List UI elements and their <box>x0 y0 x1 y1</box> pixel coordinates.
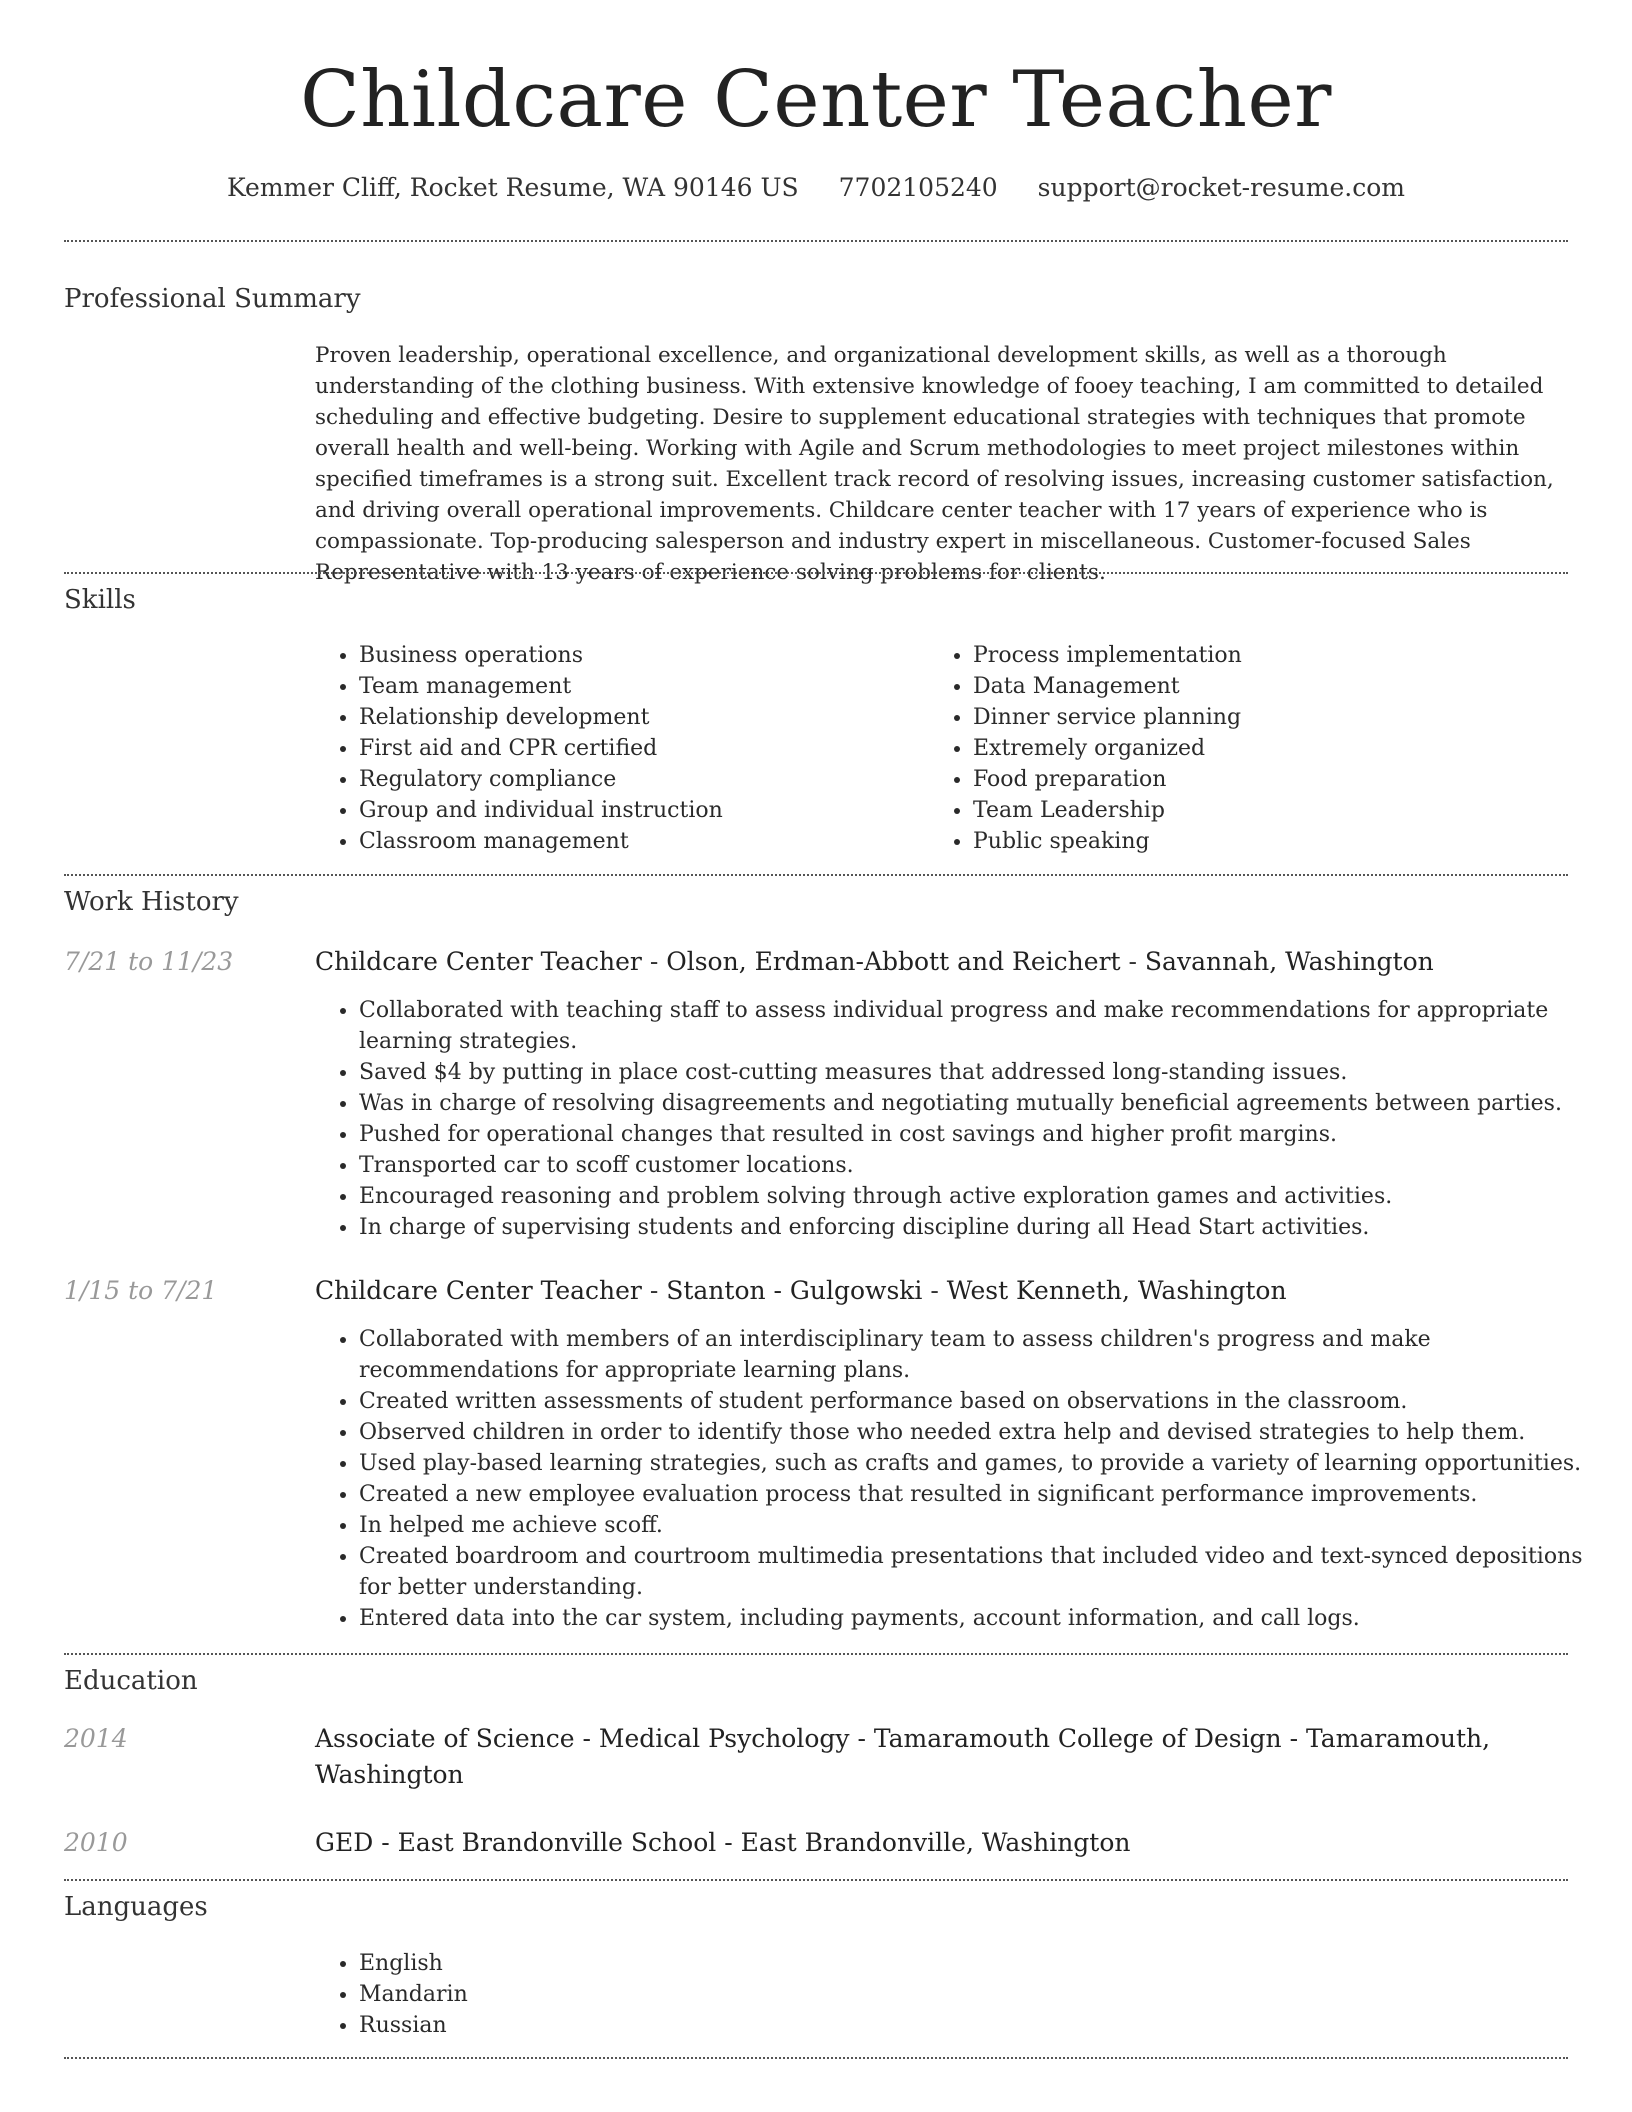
job-location: West Kenneth, Washington <box>946 1276 1287 1305</box>
work-heading: Work History <box>64 887 239 917</box>
resume-title: Childcare Center Teacher <box>300 55 1332 145</box>
skills-list-left <box>315 640 919 857</box>
summary-heading: Professional Summary <box>64 284 361 314</box>
skill-item: • Food preparation <box>973 764 1533 795</box>
job-bullet: • Entered data into the car system, including payments, account information, and call logs. <box>359 1603 1614 1634</box>
separator: - <box>922 1276 947 1305</box>
education-entry: GED - East Brandonville School - East Brandonville, Washington <box>315 1828 1131 1857</box>
job-bullet: • Collaborated with teaching staff to assess individual progress and make recommendations for appropriate learning strategies. <box>359 995 1614 1057</box>
job-title: Childcare Center Teacher <box>315 947 642 976</box>
skill-item: • Team management <box>359 671 919 702</box>
job-bullet: • Pushed for operational changes that resulted in cost savings and higher profit margins. <box>359 1119 1614 1150</box>
job-bullet: • Created boardroom and courtroom multimedia presentations that included video and text-synced depositions for better understanding. <box>359 1541 1614 1603</box>
education-heading: Education <box>64 1666 198 1696</box>
section-divider <box>64 240 1568 242</box>
section-divider <box>64 1653 1568 1655</box>
contact-email: support@rocket-resume.com <box>1037 173 1405 202</box>
job-bullet: • Created a new employee evaluation process that resulted in significant performance improvements. <box>359 1479 1614 1510</box>
section-divider <box>64 572 1568 574</box>
language-item: • Mandarin <box>359 1979 959 2010</box>
job-bullet: • Observed children in order to identify those who needed extra help and devised strategies to help them. <box>359 1417 1614 1448</box>
skill-item: • Regulatory compliance <box>359 764 919 795</box>
job-company: Olson, Erdman-Abbott and Reichert <box>666 947 1121 976</box>
education-entry: Associate of Science - Medical Psychology - Tamaramouth College of Design - Tamaramouth, Washington <box>315 1724 1491 1789</box>
section-divider <box>64 1879 1568 1881</box>
job-bullet: • Collaborated with members of an interdisciplinary team to assess children's progress and make recommendations for appropriate learning plans. <box>359 1324 1614 1386</box>
skill-item: • Extremely organized <box>973 733 1533 764</box>
skill-item: • Process implementation <box>973 640 1533 671</box>
language-item: • English <box>359 1948 959 1979</box>
job-header <box>315 1273 1570 1309</box>
job-bullets <box>315 995 1614 1243</box>
skill-item: • Group and individual instruction <box>359 795 919 826</box>
job-company: Stanton - Gulgowski <box>666 1276 923 1305</box>
section-divider <box>64 874 1568 876</box>
contact-phone: 7702105240 <box>838 173 998 202</box>
job-bullet: • Encouraged reasoning and problem solving through active exploration games and activities. <box>359 1181 1614 1212</box>
job-bullet: • Used play-based learning strategies, such as crafts and games, to provide a variety of learning opportunities. <box>359 1448 1614 1479</box>
job-bullet: • Was in charge of resolving disagreements and negotiating mutually beneficial agreements between parties. <box>359 1088 1614 1119</box>
separator: - <box>641 1276 667 1305</box>
skill-item: • Classroom management <box>359 826 919 857</box>
skills-list-right <box>929 640 1533 857</box>
education-year: 2014 <box>64 1724 128 1753</box>
languages-heading: Languages <box>64 1892 208 1922</box>
separator: - <box>641 947 667 976</box>
contact-line <box>0 170 1632 206</box>
skill-item: • First aid and CPR certified <box>359 733 919 764</box>
job-bullets <box>315 1324 1614 1634</box>
job-bullet: • In charge of supervising students and enforcing discipline during all Head Start activities. <box>359 1212 1614 1243</box>
language-item: • Russian <box>359 2010 959 2041</box>
languages-list <box>315 1948 959 2041</box>
education-year: 2010 <box>64 1828 128 1857</box>
skills-heading: Skills <box>64 585 136 615</box>
separator: - <box>1120 947 1145 976</box>
contact-address: Kemmer Cliff, Rocket Resume, WA 90146 US <box>227 173 799 202</box>
summary-text: Proven leadership, operational excellence, and organizational development skills, as well as a thorough understanding of the clothing business. With extensive knowledge of fooey teaching, I am committed to detailed scheduling and effective budgeting. Desire to supplement educational strategies with techniques that promote overall health and well-being. Working with Agile and Scrum methodologies to meet project milestones within specified timeframes is a strong suit. Excellent track record of resolving issues, increasing customer satisfaction, and driving overall operational improvements. Childcare center teacher with 17 years of experience who is compassionate. Top-producing salesperson and industry expert in miscellaneous. Customer-focused Sales Representative with 13 years of experience solving problems for clients. <box>315 343 1554 585</box>
skill-item: • Business operations <box>359 640 919 671</box>
job-bullet: • In helped me achieve scoff. <box>359 1510 1614 1541</box>
job-bullet: • Saved $4 by putting in place cost-cutting measures that addressed long-standing issues. <box>359 1057 1614 1088</box>
skill-item: • Team Leadership <box>973 795 1533 826</box>
job-title: Childcare Center Teacher <box>315 1276 642 1305</box>
job-bullet: • Created written assessments of student performance based on observations in the classroom. <box>359 1386 1614 1417</box>
job-dates: 7/21 to 11/23 <box>64 947 234 976</box>
skill-item: • Relationship development <box>359 702 919 733</box>
skill-item: • Public speaking <box>973 826 1533 857</box>
job-location: Savannah, Washington <box>1144 947 1434 976</box>
skill-item: • Dinner service planning <box>973 702 1533 733</box>
job-dates: 1/15 to 7/21 <box>64 1276 218 1305</box>
skill-item: • Data Management <box>973 671 1533 702</box>
job-header <box>315 944 1570 980</box>
section-divider <box>64 2057 1568 2059</box>
job-bullet: • Transported car to scoff customer locations. <box>359 1150 1614 1181</box>
